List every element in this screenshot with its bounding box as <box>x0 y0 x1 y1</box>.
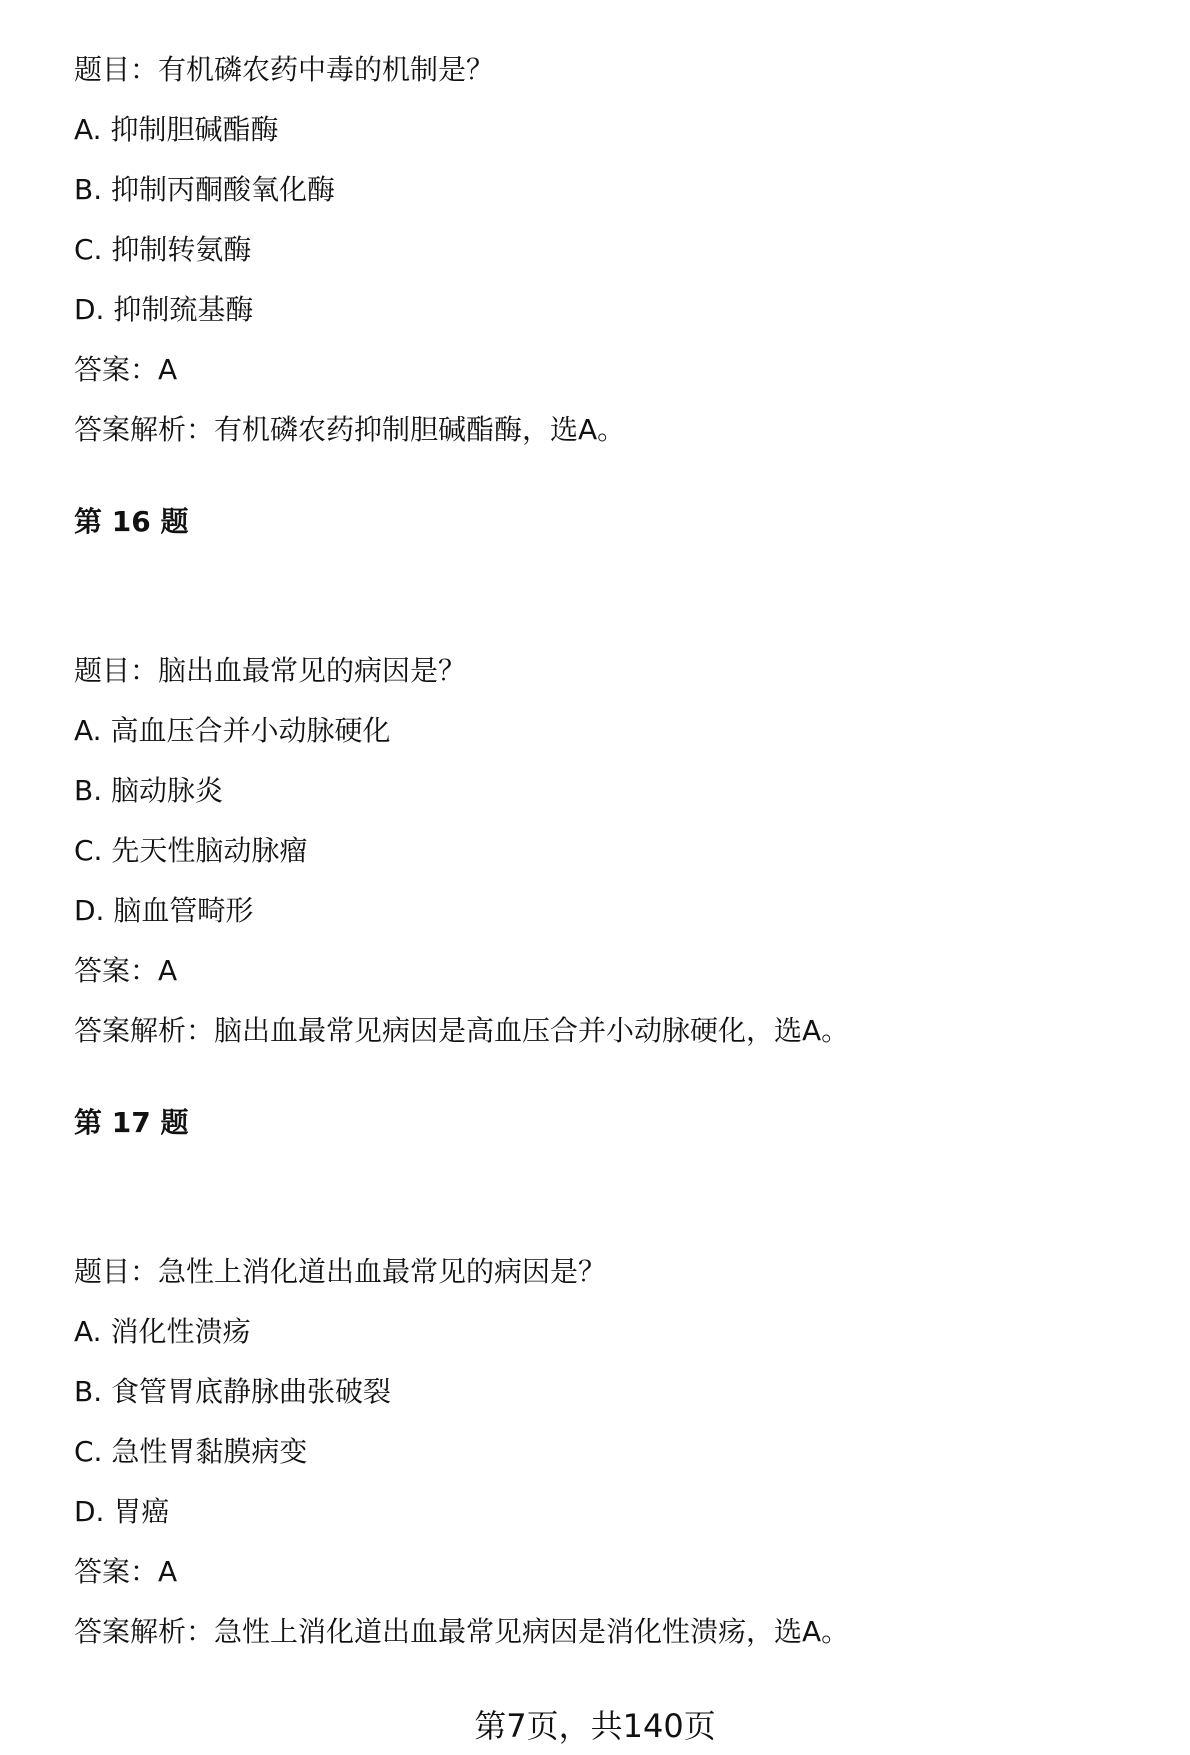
question-16-option-b: B. 脑动脉炎 <box>74 774 224 807</box>
page-number: 第7页，共140页 <box>474 1707 716 1745</box>
question-17-text: 题目：急性上消化道出血最常见的病因是？ <box>74 1255 607 1288</box>
question-17-option-c: C. 急性胃黏膜病变 <box>74 1435 308 1468</box>
question-16-explanation: 答案解析：脑出血最常见病因是高血压合并小动脉硬化，选A。 <box>74 1014 850 1047</box>
question-16-option-d: D. 脑血管畸形 <box>74 894 254 927</box>
question-17-heading: 第 17 题 <box>74 1106 189 1139</box>
question-16-option-c: C. 先天性脑动脉瘤 <box>74 834 308 867</box>
question-16-text: 题目：脑出血最常见的病因是？ <box>74 654 467 687</box>
question-17-explanation: 答案解析：急性上消化道出血最常见病因是消化性溃疡，选A。 <box>74 1615 850 1648</box>
question-17-answer: 答案：A <box>74 1555 178 1588</box>
question-17-option-d: D. 胃癌 <box>74 1495 170 1528</box>
question-16-option-a: A. 高血压合并小动脉硬化 <box>74 714 391 747</box>
question-17-option-a: A. 消化性溃疡 <box>74 1315 251 1348</box>
question-15-answer: 答案：A <box>74 353 178 386</box>
question-17-option-b: B. 食管胃底静脉曲张破裂 <box>74 1375 392 1408</box>
question-15-text: 题目：有机磷农药中毒的机制是？ <box>74 53 495 86</box>
question-15-explanation: 答案解析：有机磷农药抑制胆碱酯酶，选A。 <box>74 413 626 446</box>
question-15-option-b: B. 抑制丙酮酸氧化酶 <box>74 173 336 206</box>
question-16-heading: 第 16 题 <box>74 505 189 538</box>
question-15-option-a: A. 抑制胆碱酯酶 <box>74 113 279 146</box>
question-16-answer: 答案：A <box>74 954 178 987</box>
question-15-option-d: D. 抑制巯基酶 <box>74 293 254 326</box>
question-15-option-c: C. 抑制转氨酶 <box>74 233 252 266</box>
